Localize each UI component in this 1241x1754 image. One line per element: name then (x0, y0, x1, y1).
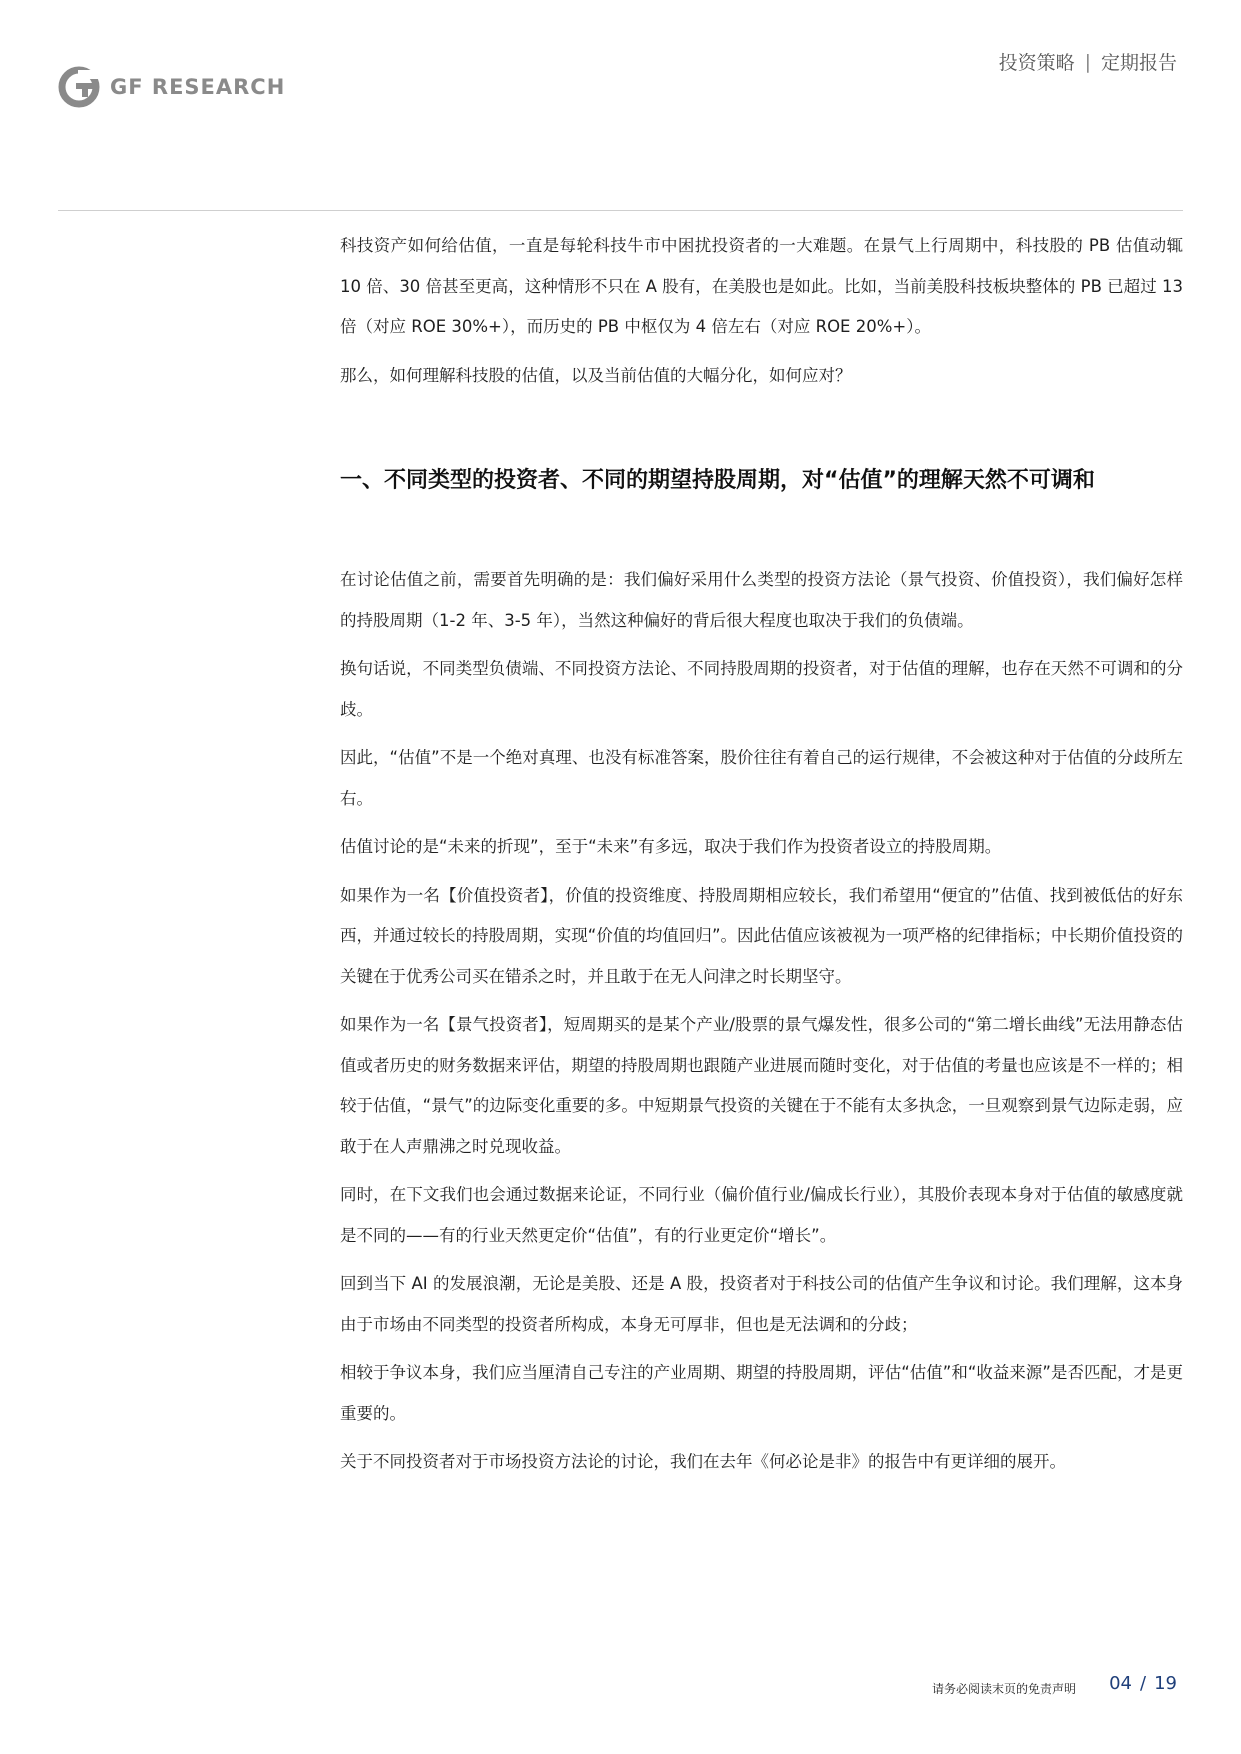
report-type-label: 定期报告 (1100, 52, 1177, 74)
body-paragraph: 如果作为一名【景气投资者】，短周期买的是某个产业/股票的景气爆发性，很多公司的“第二增长曲线”无法用静态估值或者历史的财务数据来评估，期望的持股周期也跟随产业进展而随时变化，对于估值的考量也应该是不一样的；相较于估值，“景气”的边际变化重要的多。中短期景气投资的关键在于不能有太多执念，一旦观察到景气边际走弱，应敢于在人声鼎沸之时兑现收益。 (340, 1015, 1183, 1156)
brand-name: GF RESEARCH (110, 75, 286, 99)
intro-paragraph: 科技资产如何给估值，一直是每轮科技牛市中困扰投资者的一大难题。在景气上行周期中，科技股的 PB 估值动辄 10 倍、30 倍甚至更高，这种情形不只在 A 股有，在美股也是如此。比如，当前美股科技板块整体的 PB 已超过 13 倍（对应 ROE 30%+），而历史的 PB 中枢仅为 4 倍左右（对应 ROE 20%+）。 (340, 236, 1183, 336)
body-paragraph: 如果作为一名【价值投资者】，价值的投资维度、持股周期相应较长，我们希望用“便宜的”估值、找到被低估的好东西，并通过较长的持股周期，实现“价值的均值回归”。因此估值应该被视为一项严格的纪律指标；中长期价值投资的关键在于优秀公司买在错杀之时，并且敢于在无人问津之时长期坚守。 (340, 885, 1183, 986)
report-category (999, 48, 1177, 75)
body-paragraph: 在讨论估值之前，需要首先明确的是：我们偏好采用什么类型的投资方法论（景气投资、价值投资），我们偏好怎样的持股周期（1-2 年、3-5 年），当然这种偏好的背后很大程度也取决于我们的负债端。 (340, 570, 1183, 630)
page-total: 19 (1154, 1673, 1177, 1694)
category-label: 投资策略 (998, 52, 1075, 74)
body-paragraph: 回到当下 AI 的发展浪潮，无论是美股、还是 A 股，投资者对于科技公司的估值产生争议和讨论。我们理解，这本身由于市场由不同类型的投资者所构成，本身无可厚非，但也是无法调和的分歧； (340, 1274, 1183, 1334)
brand-logo (58, 66, 285, 108)
page-separator: / (1140, 1673, 1147, 1694)
gf-logo-icon (58, 66, 100, 108)
header-divider (58, 210, 1183, 211)
body-paragraph: 同时，在下文我们也会通过数据来论证，不同行业（偏价值行业/偏成长行业），其股价表现本身对于估值的敏感度就是不同的——有的行业天然更定价“估值”，有的行业更定价“增长”。 (340, 1185, 1183, 1245)
page-number (1109, 1673, 1177, 1694)
main-content (340, 226, 1183, 1491)
disclaimer-note: 请务必阅读末页的免责声明 (931, 1682, 1076, 1696)
body-paragraph: 估值讨论的是“未来的折现”，至于“未来”有多远，取决于我们作为投资者设立的持股周期。 (340, 837, 1002, 856)
body-paragraph: 换句话说，不同类型负债端、不同投资方法论、不同持股周期的投资者，对于估值的理解，也存在天然不可调和的分歧。 (340, 659, 1183, 719)
body-paragraph: 关于不同投资者对于市场投资方法论的讨论，我们在去年《何必论是非》的报告中有更详细的展开。 (340, 1452, 1066, 1471)
section-heading: 一、不同类型的投资者、不同的期望持股周期，对“估值”的理解天然不可调和 (340, 468, 1095, 493)
header-separator: | (1084, 50, 1091, 73)
body-paragraph: 相较于争议本身，我们应当厘清自己专注的产业周期、期望的持股周期，评估“估值”和“收益来源”是否匹配，才是更重要的。 (340, 1363, 1183, 1423)
intro-paragraph: 那么，如何理解科技股的估值，以及当前估值的大幅分化，如何应对？ (340, 365, 852, 385)
body-paragraph: 因此，“估值”不是一个绝对真理、也没有标准答案，股价往往有着自己的运行规律，不会被这种对于估值的分歧所左右。 (340, 748, 1183, 808)
page-current: 04 (1109, 1673, 1133, 1694)
